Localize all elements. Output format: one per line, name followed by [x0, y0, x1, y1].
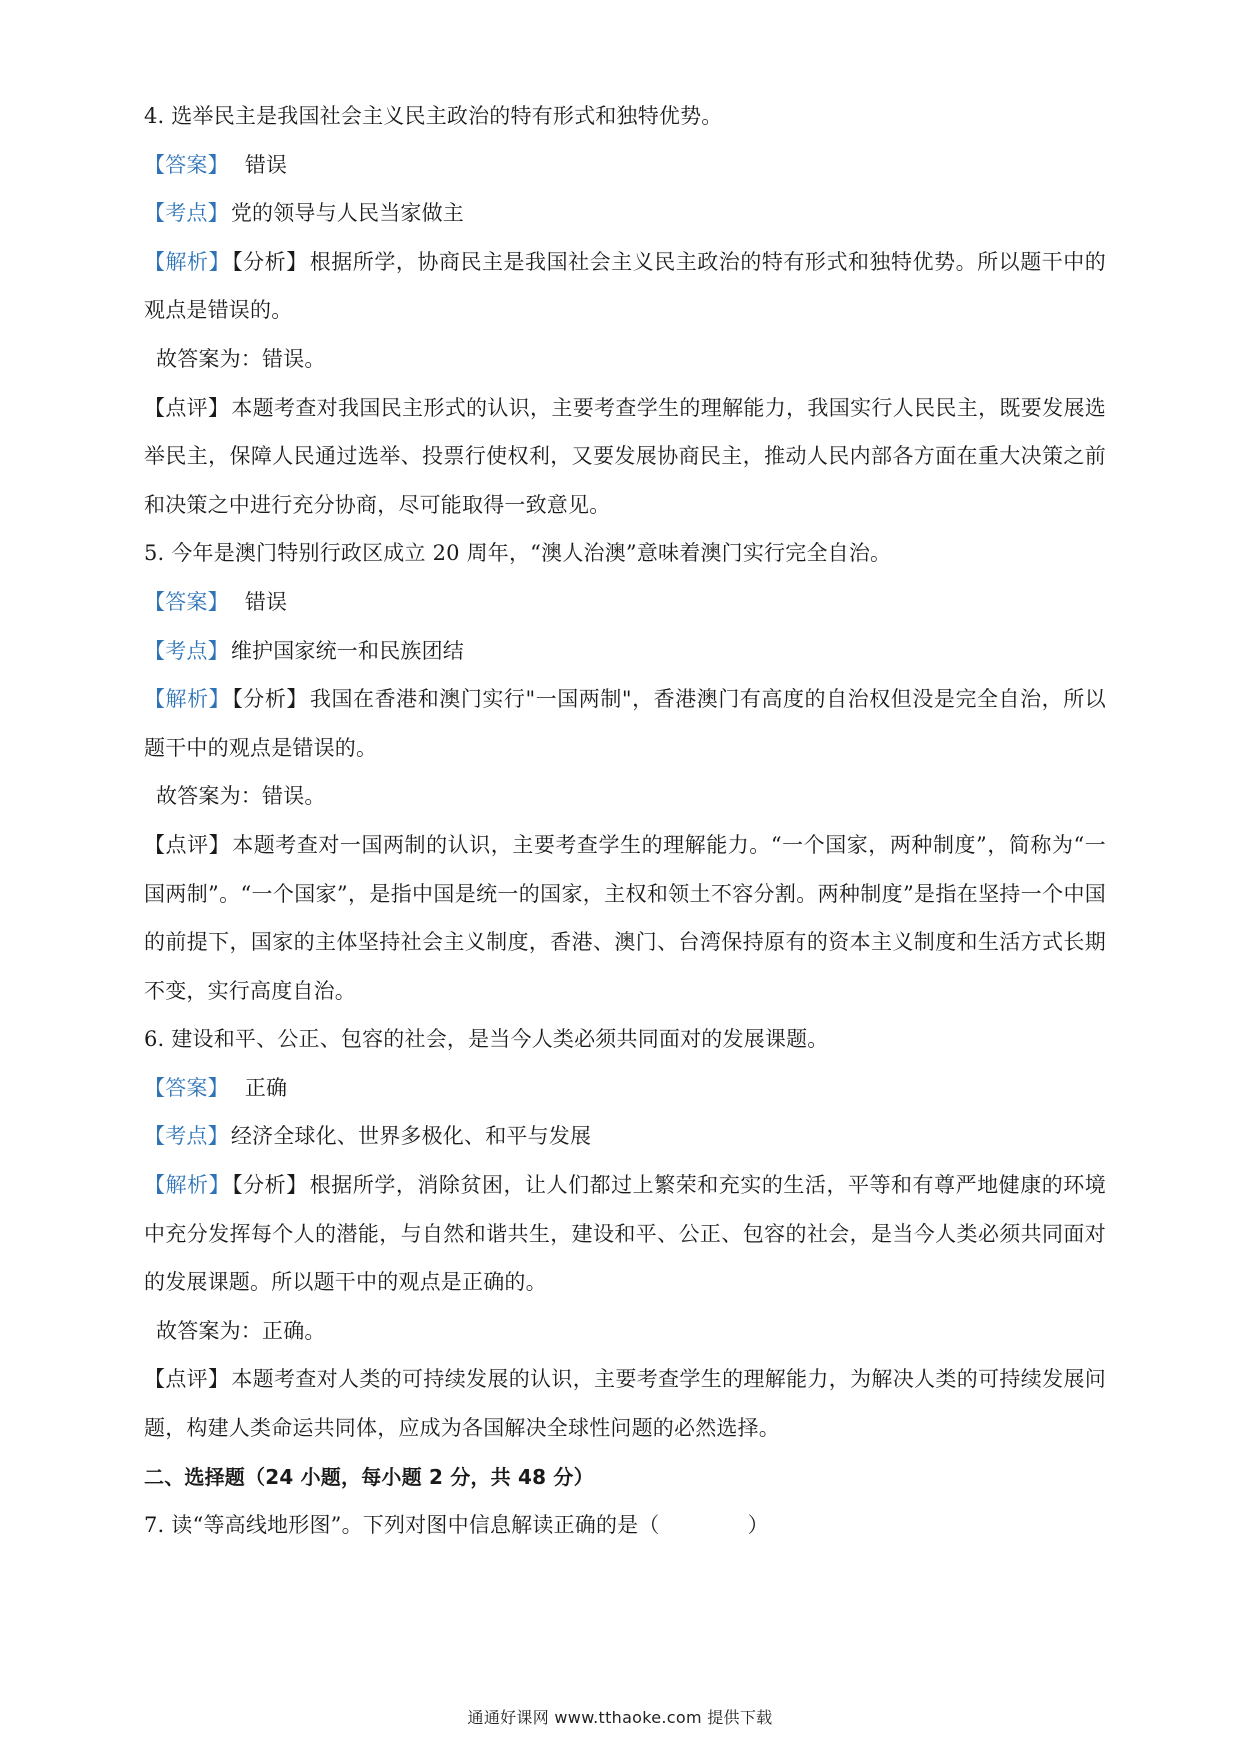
q4-answer-row	[144, 141, 1106, 190]
q6-answer-row	[144, 1064, 1106, 1113]
q5-conclusion: 故答案为：错误。	[156, 784, 326, 809]
analysis-label: 【解析】	[144, 249, 231, 274]
analysis-label: 【解析】	[144, 687, 231, 712]
q5-answer-row	[144, 578, 1106, 627]
q6-comment-row	[144, 1355, 1106, 1452]
q6-answer: 正确	[244, 1075, 288, 1100]
q7-question-row	[144, 1501, 1106, 1550]
q4-question: 4. 选举民主是我国社会主义民主政治的特有形式和独特优势。	[144, 104, 723, 128]
q4-answer: 错误	[244, 152, 288, 177]
q4-comment-row	[144, 384, 1106, 530]
document-page	[144, 92, 1106, 1550]
q4-point-row	[144, 189, 1106, 238]
answer-label: 【答案】	[144, 589, 229, 614]
point-label: 【考点】	[144, 201, 229, 226]
q5-question: 5. 今年是澳门特别行政区成立 20 周年，“澳人治澳”意味着澳门实行完全自治。	[144, 541, 892, 566]
point-label: 【考点】	[144, 1124, 229, 1149]
page-footer: 通通好课网 www.tthaoke.com 提供下载	[467, 1708, 773, 1727]
q6-point: 经济全球化、世界多极化、和平与发展	[230, 1124, 592, 1149]
q6-analysis: 根据所学，消除贫困，让人们都过上繁荣和充实的生活，平等和有尊严地健康的环境中充分发挥每个人的潜能，与自然和谐共生，建设和平、公正、包容的社会，是当今人类必须共同面对的发展课题。所以题干中的观点是正确的。	[144, 1173, 1106, 1295]
analysis-sub-label: 【分析】	[232, 249, 308, 274]
q6-comment: 本题考查对人类的可持续发展的认识，主要考查学生的理解能力，为解决人类的可持续发展问题，构建人类命运共同体，应成为各国解决全球性问题的必然选择。	[144, 1367, 1106, 1441]
point-label: 【考点】	[144, 638, 229, 663]
q5-comment: 本题考查对一国两制的认识，主要考查学生的理解能力。“一个国家，两种制度”，简称为“一国两制”。“一个国家”，是指中国是统一的国家，主权和领土不容分割。两种制度”是指在坚持一个中国的前提下，国家的主体坚持社会主义制度，香港、澳门、台湾保持原有的资本主义制度和生活方式长期不变，实行高度自治。	[144, 832, 1106, 1003]
q4-comment: 本题考查对我国民主形式的认识，主要考查学生的理解能力，我国实行人民民主，既要发展选举民主，保障人民通过选举、投票行使权利，又要发展协商民主，推动人民内部各方面在重大决策之前和决策之中进行充分协商，尽可能取得一致意见。	[144, 395, 1106, 517]
q4-analysis: 根据所学，协商民主是我国社会主义民主政治的特有形式和独特优势。所以题干中的观点是错误的。	[144, 249, 1106, 323]
section-heading: 二、选择题（24 小题，每小题 2 分，共 48 分）	[144, 1464, 594, 1489]
q6-point-row	[144, 1112, 1106, 1161]
q6-question: 6. 建设和平、公正、包容的社会，是当今人类必须共同面对的发展课题。	[144, 1027, 829, 1052]
q5-answer: 错误	[244, 589, 288, 614]
q4-point: 党的领导与人民当家做主	[230, 201, 465, 226]
q7-question: 7. 读“等高线地形图”。下列对图中信息解读正确的是（	[144, 1513, 660, 1538]
q5-analysis-row	[144, 675, 1106, 772]
q6-conclusion: 故答案为：正确。	[156, 1318, 326, 1343]
q5-point: 维护国家统一和民族团结	[230, 638, 465, 663]
q4-analysis-row	[144, 238, 1106, 335]
comment-label: 【点评】	[144, 395, 230, 420]
q6-analysis-row	[144, 1161, 1106, 1307]
analysis-sub-label: 【分析】	[232, 1173, 308, 1198]
comment-label: 【点评】	[144, 832, 231, 857]
analysis-label: 【解析】	[144, 1173, 231, 1198]
q5-comment-row	[144, 821, 1106, 1015]
q4-conclusion: 故答案为：错误。	[156, 346, 326, 371]
analysis-sub-label: 【分析】	[232, 687, 308, 712]
answer-label: 【答案】	[144, 152, 229, 177]
q5-analysis: 我国在香港和澳门实行"一国两制"，香港澳门有高度的自治权但没是完全自治，所以题干中的观点是错误的。	[144, 687, 1106, 760]
q7-close-paren: ）	[747, 1513, 769, 1538]
comment-label: 【点评】	[144, 1367, 230, 1392]
q5-point-row	[144, 627, 1106, 676]
answer-label: 【答案】	[144, 1075, 229, 1100]
